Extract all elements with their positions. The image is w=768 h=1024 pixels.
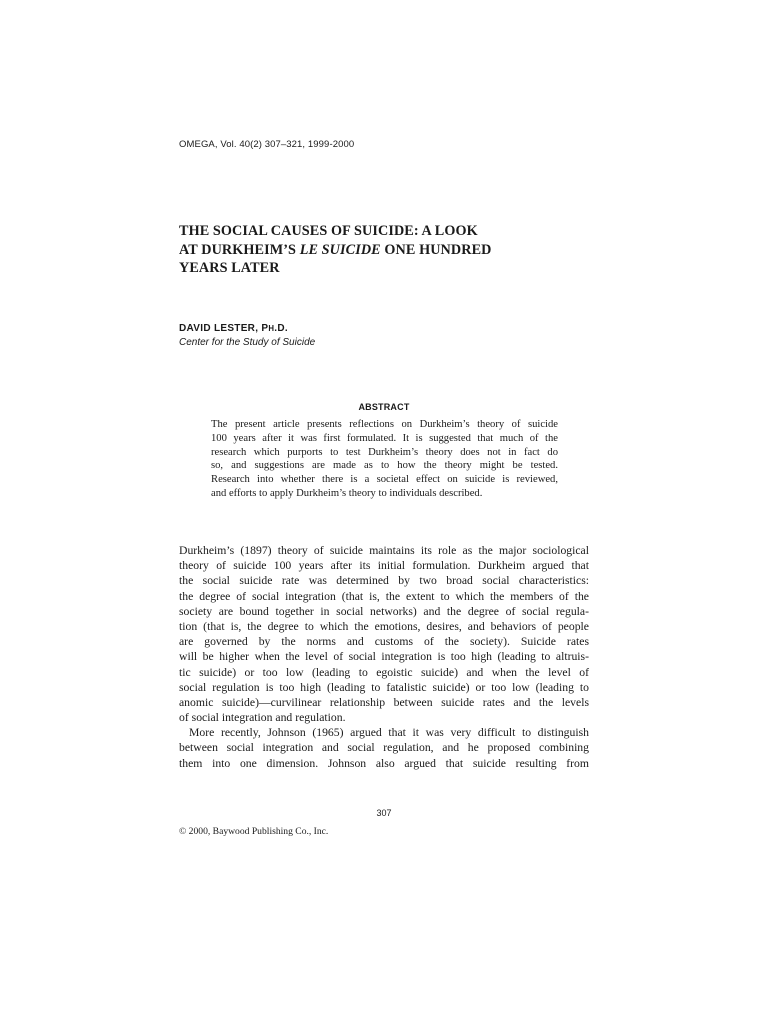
author-affiliation: Center for the Study of Suicide xyxy=(179,337,316,348)
title-line-3: YEARS LATER xyxy=(179,260,280,276)
body-line: are governed by the norms and customs of the society). Suicide rates xyxy=(179,635,589,649)
author-name xyxy=(179,323,288,334)
abstract-line: Research into whether there is a societal effect on suicide is reviewed, xyxy=(211,474,558,486)
body-line: them into one dimension. Johnson also argued that suicide resulting from xyxy=(179,756,589,770)
body-line: between social integration and social regulation, and he proposed combining xyxy=(179,741,589,755)
body-line: the social suicide rate was determined by two broad social characteristics: xyxy=(179,574,589,588)
body-line: society are bound together in social networks) and the degree of social regula- xyxy=(179,604,589,618)
page-number: 307 xyxy=(376,808,392,818)
body-line: tic suicide) or too low (leading to egoistic suicide) and when the level of xyxy=(179,665,589,679)
body-line: the degree of social integration (that is, the extent to which the members of the xyxy=(179,589,589,603)
abstract-line: so, and suggestions are made as to how the theory might be tested. xyxy=(211,460,558,472)
title-line-2 xyxy=(179,241,599,260)
body-line: tion (that is, the degree to which the emotions, desires, and behaviors of people xyxy=(179,619,589,633)
body-text xyxy=(179,543,589,771)
author-degree-end: .D. xyxy=(274,323,288,334)
title-line-2-end: ONE HUNDRED xyxy=(380,241,492,258)
abstract-line: and efforts to apply Durkheim’s theory to individuals described. xyxy=(211,487,483,499)
body-line: More recently, Johnson (1965) argued that it was very difficult to distinguish xyxy=(189,726,589,740)
abstract-heading: ABSTRACT xyxy=(358,402,410,412)
journal-citation: OMEGA, Vol. 40(2) 307–321, 1999-2000 xyxy=(179,139,355,150)
abstract-line: 100 years after it was first formulated. It is suggested that much of the xyxy=(211,432,558,444)
title-italic-work: LE SUICIDE xyxy=(299,241,381,258)
body-line: will be higher when the level of social integration is too high (leading to altruis- xyxy=(179,650,589,664)
body-line: theory of suicide 100 years after its initial formulation. Durkheim argued that xyxy=(179,559,589,573)
abstract-text xyxy=(211,418,558,501)
body-line: Durkheim’s (1897) theory of suicide maintains its role as the major sociological xyxy=(179,544,589,557)
title-line-1: THE SOCIAL CAUSES OF SUICIDE: A LOOK xyxy=(179,223,478,239)
title-line-2-start: AT DURKHEIM’S xyxy=(179,241,300,258)
abstract-line: research which purports to test Durkheim’s theory does not in fact do xyxy=(211,446,558,458)
body-line: social regulation is too high (leading to fatalistic suicide) or too low (leading to xyxy=(179,680,589,694)
body-line: anomic suicide)—curvilinear relationship between suicide rates and the levels xyxy=(179,695,589,709)
abstract-line: The present article presents reflections on Durkheim’s theory of suicide xyxy=(211,419,558,430)
article-title xyxy=(179,222,599,278)
author-name-main: DAVID LESTER, P xyxy=(179,323,269,334)
author-degree-smallcap: H xyxy=(268,324,275,333)
copyright-notice: © 2000, Baywood Publishing Co., Inc. xyxy=(179,826,329,837)
body-line: of social integration and regulation. xyxy=(179,711,346,725)
